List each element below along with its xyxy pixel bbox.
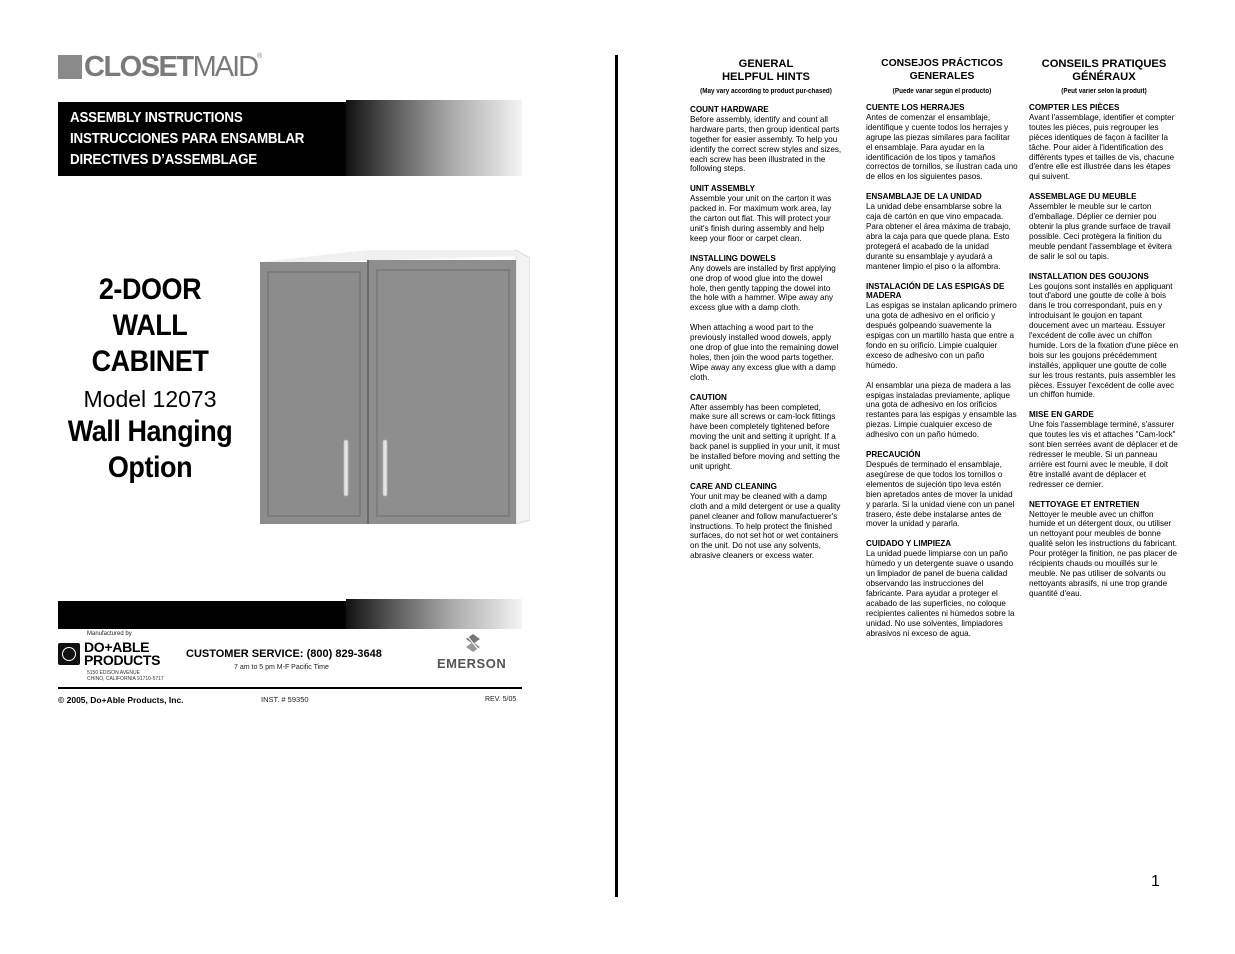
section-caution: CAUTION After assembly has been completed, make sure all screws or cam-lock fittings have been completely tightened before moving the unit and setting it upright. If a back panel is supplied in your unit, it must be installed before moving and setting the unit upright.	[690, 392, 840, 471]
registered-mark: ®	[257, 52, 261, 60]
customer-service-phone: CUSTOMER SERVICE: (800) 829-3648	[186, 648, 382, 660]
page-divider	[615, 55, 618, 897]
column-spanish	[866, 58, 1018, 638]
banner-line-es: INSTRUCCIONES PARA ENSAMBLAR	[70, 131, 305, 147]
page-number: 1	[1151, 873, 1160, 890]
heading-en-line2: HELPFUL HINTS	[721, 70, 811, 83]
note-es: (Puede variar según el producto)	[892, 88, 992, 95]
product-title-line2: CABINET	[91, 345, 209, 378]
product-subtitle-line1: Wall Hanging	[67, 415, 233, 448]
manufactured-by-label: Manufactured by	[87, 631, 132, 637]
section-mise-en-garde: MISE EN GARDE Une fois l'assemblage terminé, s'assurer que toutes les vis et attaches "Cam-lock" sont bien serrées avant de déplacer et de redresser le meuble. Si un panneau arrière est fourni avec le meuble, il doit être installé avant de déplacer et redresser ce dernier.	[1029, 410, 1178, 489]
logo-square-icon	[58, 55, 82, 79]
section-count-hardware: COUNT HARDWARE Before assembly, identify and count all hardware parts, then group identical parts together for easier assembly. To help you identify the correct screw styles and sizes, each screw has been illustrated in the following steps.	[690, 105, 842, 174]
section-assemblage-meuble: ASSEMBLAGE DU MEUBLE Assembler le meuble sur le carton d'emballage. Déplier ce dernier pou obtenir la plus grande surface de travail possible. Ceci protègera la finition du meuble pendant l'assemblage et évitera de salir le sol ou tapis.	[1029, 192, 1172, 261]
note-fr: (Peut varier selon la produit)	[1061, 88, 1147, 95]
heading-fr-line2: GÉNÉRAUX	[1072, 70, 1136, 83]
doable-name-line1: DO+ABLE	[84, 639, 150, 655]
instructions-banner	[58, 102, 522, 176]
section-ensamblaje-unidad: ENSAMBLAJE DE LA UNIDAD La unidad debe ensamblarse sobre la caja de cartón en que vino empacada. Para obtener el área máxima de trabajo, abra la caja para que quede plana. Esto protegerá el acabado de la unidad durante su ensamblaje y ayudará a mantener limpio el piso o la alfombra.	[866, 192, 1011, 271]
manufacturer-address: 5150 EDISON AVENUE CHINO, CALIFORNIA 91710-5717	[87, 670, 164, 682]
section-cuidado-limpieza: CUIDADO Y LIMPIEZA La unidad puede limpiarse con un paño húmedo y un detergente suave o usando un limpiador de panel de buena calidad observando las instrucciones del fabricante. Para ayudar a proteger el acabado de las superficies, no coloque recipientes calientes ni húmedos sobre la unidad. No use solventes, limpiadores abrasivos ni exceso de agua.	[866, 539, 1015, 638]
logo-bold-text: CLOSET	[84, 50, 193, 83]
copyright: © 2005, Do+Able Products, Inc.	[58, 695, 184, 705]
column-english	[690, 58, 842, 561]
customer-service-hours: 7 am to 5 pm M-F Pacific Time	[234, 664, 329, 671]
product-title-block	[50, 272, 250, 486]
heading-fr-line1: CONSEILS PRATIQUES	[1041, 58, 1167, 70]
closetmaid-logo	[58, 52, 261, 82]
section-installing-dowels: INSTALLING DOWELS Any dowels are installed by first applying one drop of wood glue into the dowel hole, then gently tapping the dowel into the hole with a hammer. Wipe away any excess glue with a damp cloth. When attaching a wood part to the previously installed wood dowels, apply one drop of glue into the remaining dowel holes, then join the wood parts together. Wipe away any excess glue with a damp cloth.	[690, 253, 839, 382]
column-french	[1029, 58, 1179, 599]
cabinet-illustration	[258, 248, 530, 524]
product-subtitle-line2: Option	[107, 451, 193, 484]
doable-logo	[58, 641, 160, 667]
emerson-logo-text: EMERSON	[437, 656, 507, 671]
heading-en-line1: GENERAL	[738, 58, 794, 70]
section-care-cleaning: CARE AND CLEANING Your unit may be cleaned with a damp cloth and a mild detergent or use a quality panel cleaner and follow manufactuerer's instructions. To help protect the finished surfaces, do not set hot or wet containers on the unit. Do not use any solvents, abrasive cleaners or excess water.	[690, 481, 841, 561]
banner-gradient	[346, 100, 522, 176]
heading-es-line1: CONSEJOS PRÁCTICOS	[881, 58, 1003, 69]
bottom-banner	[58, 601, 522, 629]
heading-es-line2: GENERALES	[909, 70, 975, 82]
banner-line-fr: DIRECTIVES D’ASSEMBLAGE	[70, 152, 258, 168]
revision: REV. 5/05	[485, 696, 517, 703]
section-compter-pieces: COMPTER LES PIÈCES Avant l'assemblage, identifier et compter toutes les pièces, puis regrouper les pièces identiques de façon à faciliter la tâche. Pour aider à l'identification des différents types et tailles de vis, chacune d'entre elle est illustrée dans les étapes qui suivent.	[1029, 103, 1175, 182]
product-title-line1: 2-DOOR WALL	[98, 273, 202, 342]
model-number: Model 12073	[83, 386, 217, 412]
logo-light-text: MAID	[192, 50, 258, 83]
section-nettoyage-entretien: NETTOYAGE ET ENTRETIEN Nettoyer le meuble avec un chiffon humide et un détergent doux, ou utiliser un nettoyant pour meubles de bonne qualité selon les instructions du fabricant. Pour protéger la finition, ne pas placer de récipients chauds ou mouillés sur le meuble. Ne pas utiliser de solvants ou nettoyants abrasifs, ni une trop grande quantité d'eau.	[1029, 499, 1178, 598]
section-cuente-herrajes: CUENTE LOS HERRAJES Antes de comenzar el ensamblaje, identifique y cuente todos los herrajes y agrupe las piezas similares para facilitar el ensamblaje. Para ayudar en la identificación de los tipos y tamaños correctos de tornillos, se ilustran cada uno de ellos en los siguientes pasos.	[866, 103, 1018, 182]
banner-line-en: ASSEMBLY INSTRUCTIONS	[70, 110, 243, 126]
section-installation-goujons: INSTALLATION DES GOUJONS Les goujons sont installés en appliquant tout d'abord une goutte de colle à bois dans le trou correspondant, puis en y introduisant le goujon en tapant doucement avec un marteau. Essuyer l'excédent de colle avec un chiffon humide. Lors de la fixation d'une pièce en bois sur les goujons précédemment installés, appliquer une goutte de colle sur les trous restants, puis assembler les pièces. Essuyer l'excédent de colle avec un chiffon humide.	[1029, 271, 1179, 400]
emerson-logo-icon	[466, 634, 480, 652]
footer-rule	[58, 687, 522, 689]
note-en: (May vary according to product pur-chased)	[700, 88, 832, 95]
doable-emblem-icon	[58, 643, 80, 665]
doable-name-line2: PRODUCTS	[84, 652, 161, 668]
section-precaucion: PRECAUCIÓN Después de terminado el ensamblaje, asegúrese de que todos los tornillos o elementos de sujeción tipo leva estén bien apretados antes de mover la unidad y pararla. Si la unidad viene con un panel trasero, éste debe instalarse antes de mover la unidad y pararla.	[866, 450, 1015, 529]
section-unit-assembly: UNIT ASSEMBLY Assemble your unit on the carton it was packed in. For maximum work area, lay the carton out flat. This will protect your unit's finish during assembly and help keep your floor or carpet clean.	[690, 184, 832, 243]
instruction-number: INST. # 59350	[261, 695, 309, 704]
section-instalacion-espigas: INSTALACIÓN DE LAS ESPIGAS DE MADERA Las espigas se instalan aplicando primero una gota de adhesivo en el orificio y después golpeando suavemente la espigas con un martillo hasta que entre a fondo en su orificio. Limpie cualquier exceso de adhesivo con un paño húmedo. Al ensamblar una pieza de madera a las espigas instaladas previamente, aplique una gota de adhesivo en los orificios restantes para las espigas y ensamble las piezas. Limpie cualquier exceso de adhesivo con un paño húmedo.	[866, 281, 1017, 440]
